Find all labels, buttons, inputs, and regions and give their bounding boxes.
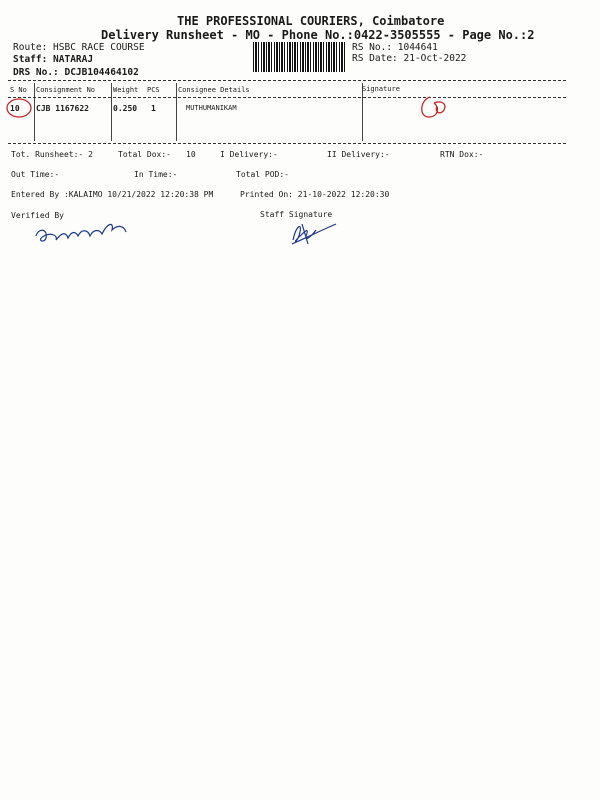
i-delivery: I Delivery:- (220, 150, 278, 159)
tot-runsheet: Tot. Runsheet:- 2 (11, 150, 93, 159)
route-label: Route: HSBC RACE COURSE (13, 42, 145, 53)
verified-by-label: Verified By (11, 211, 64, 220)
row-weight: 0.250 (113, 104, 138, 113)
col-header-consignee: Consignee Details (178, 86, 250, 94)
total-pod: Total POD:- (236, 170, 289, 179)
rs-number: RS No.: 1044641 (352, 42, 438, 53)
staff-signature-mark (292, 224, 336, 244)
col-header-consignment: Consignment No (36, 86, 96, 94)
verified-signature (36, 224, 126, 241)
runsheet-title: Delivery Runsheet - MO - Phone No.:0422-3505555 - Page No.:2 (101, 28, 535, 42)
col-header-pcs: PCS (147, 86, 160, 94)
printed-on: Printed On: 21-10-2022 12:20:30 (240, 190, 390, 199)
col-header-sno: S No (10, 86, 27, 94)
signature-mark (422, 97, 445, 117)
staff-signature-label: Staff Signature (260, 210, 333, 219)
sno-circle (7, 99, 31, 117)
drs-number: DRS No.: DCJB104464102 (13, 67, 139, 78)
total-dox-value: 10 (186, 150, 196, 159)
col-header-weight: Weight (113, 86, 139, 94)
rtn-dox: RTN Dox:- (440, 150, 484, 159)
company-title: THE PROFESSIONAL COURIERS, Coimbatore (177, 14, 445, 28)
col-header-signature: Signature (362, 85, 400, 93)
out-time: Out Time:- (11, 170, 60, 179)
entered-by: Entered By :KALAIMO 10/21/2022 12:20:38 PM (11, 190, 214, 199)
ii-delivery: II Delivery:- (327, 150, 390, 159)
row-sno: 10 (10, 104, 20, 113)
divider-bottom (8, 143, 566, 144)
total-dox-label: Total Dox:- (118, 150, 171, 159)
row-pcs: 1 (151, 104, 156, 113)
row-consignee: MUTHUMANIKAM (186, 104, 237, 112)
in-time: In Time:- (134, 170, 178, 179)
staff-label: Staff: NATARAJ (13, 54, 94, 65)
rs-date: RS Date: 21-Oct-2022 (352, 53, 467, 64)
row-consignment: CJB 1167622 (36, 104, 89, 113)
